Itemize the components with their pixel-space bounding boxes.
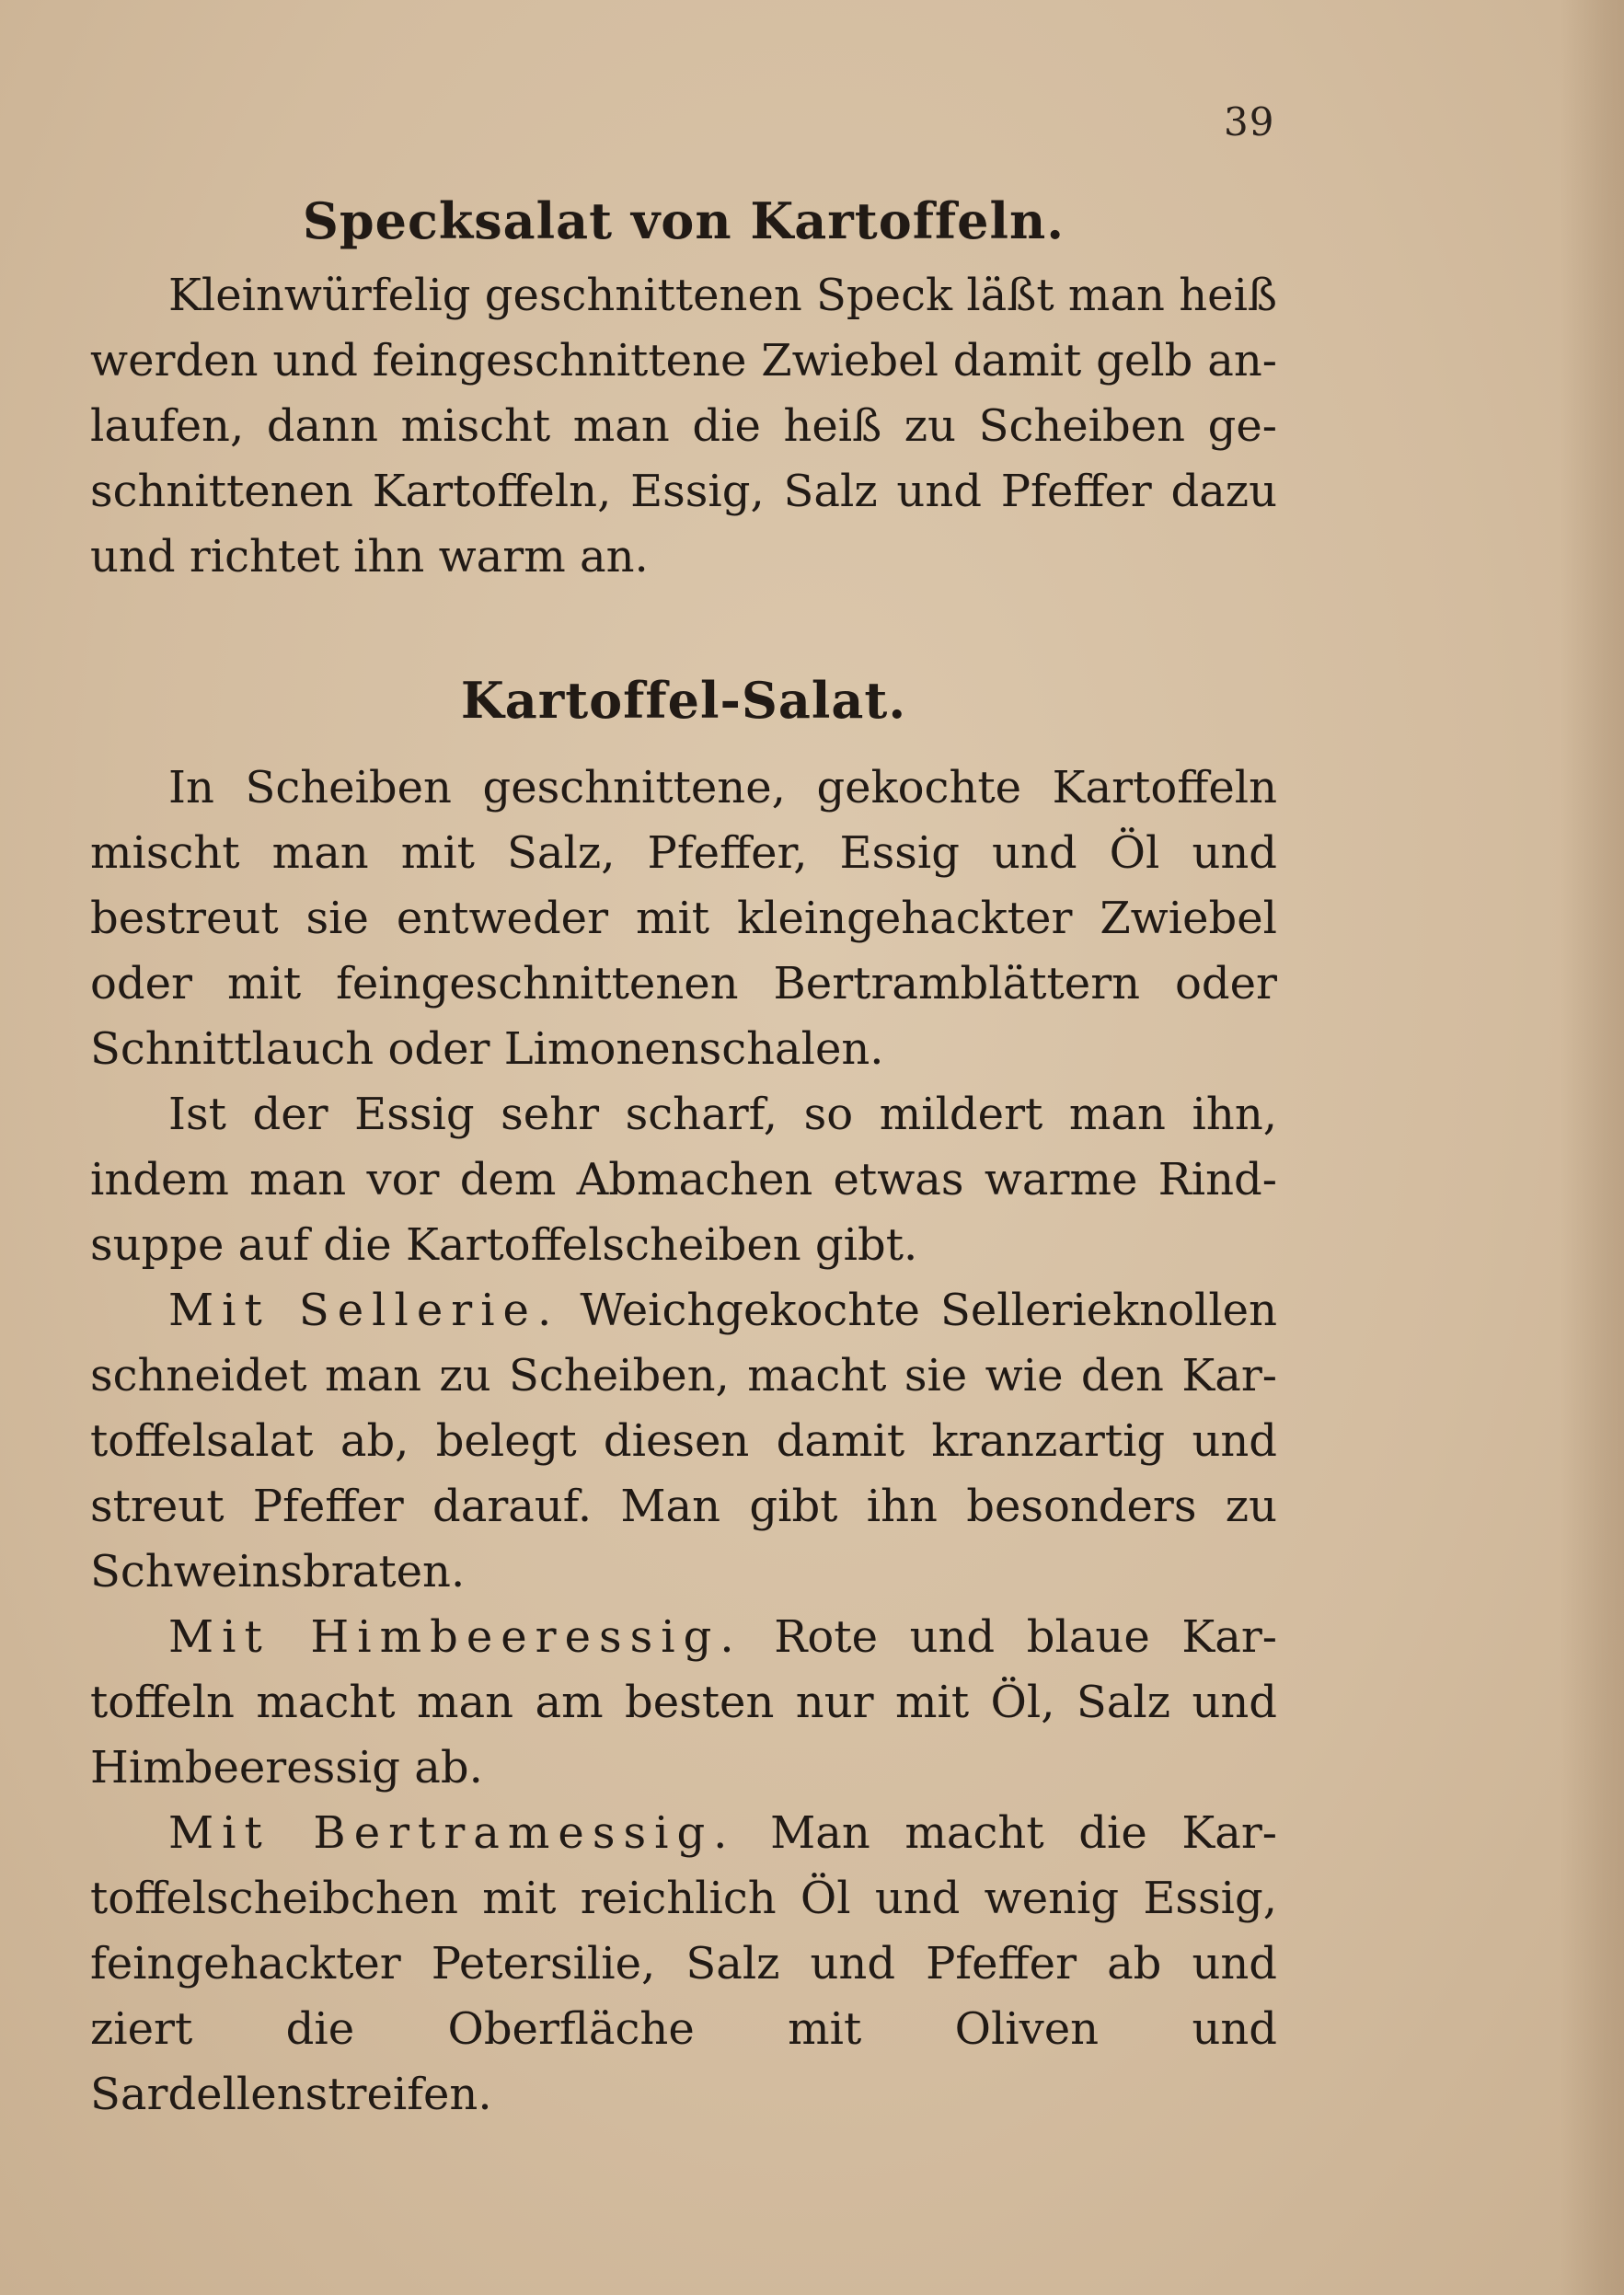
variant-label: Mit Sellerie. bbox=[168, 1285, 560, 1336]
page-edge-shadow bbox=[1560, 0, 1624, 2295]
variant-himbeeressig bbox=[90, 1605, 1277, 1801]
variant-label: Mit Himbeeressig. bbox=[168, 1611, 743, 1663]
recipe-paragraph: Kleinwürfelig geschnittenen Speck läßt man heiß werden und feingeschnittene Zwiebel damit gelb anlaufen, dann mischt man die heiß zu Scheiben geschnittenen Kartoffeln, Essig, Salz und Pfeffer dazu und richtet ihn warm an. bbox=[90, 270, 1277, 582]
variant-text: Weichgekochte Sellerieknollen schneidet man zu Scheiben, macht sie wie den Kartoffelsalat ab, belegt diesen damit kranzartig und streut Pfeffer darauf. Man gibt ihn besonders zu Schweinsbraten. bbox=[90, 1285, 1277, 1597]
page-number: 39 bbox=[1224, 99, 1275, 144]
variant-text: Rote und blaue Kartoffeln macht man am besten nur mit Öl, Salz und Himbeeressig ab. bbox=[90, 1611, 1278, 1793]
page-content bbox=[90, 184, 1277, 2128]
section-title-specksalat: Specksalat von Kartoffeln. bbox=[302, 191, 1065, 250]
variant-text: Man macht die Kartoffelscheibchen mit reichlich Öl und wenig Essig, feingehackter Petersilie, Salz und Pfeffer ab und ziert die Oberfläche mit Oliven und Sardellenstreifen. bbox=[90, 1807, 1278, 2120]
recipe-paragraph: In Scheiben geschnittene, gekochte Kartoffeln mischt man mit Salz, Pfeffer, Essig und Öl und bestreut sie entweder mit kleingehackter Zwiebel oder mit feingeschnittenen Bertramblättern oder Schnittlauch oder Limonenschalen. bbox=[90, 762, 1277, 1075]
recipe-paragraph: Ist der Essig sehr scharf, so mildert man ihn, indem man vor dem Abmachen etwas warme Rindsuppe auf die Kartoffelscheiben gibt. bbox=[90, 1089, 1277, 1271]
variant-bertramessig bbox=[90, 1801, 1277, 2128]
variant-label: Mit Bertramessig. bbox=[168, 1807, 736, 1859]
section-title-kartoffelsalat: Kartoffel-Salat. bbox=[460, 671, 907, 730]
variant-sellerie bbox=[90, 1278, 1277, 1605]
